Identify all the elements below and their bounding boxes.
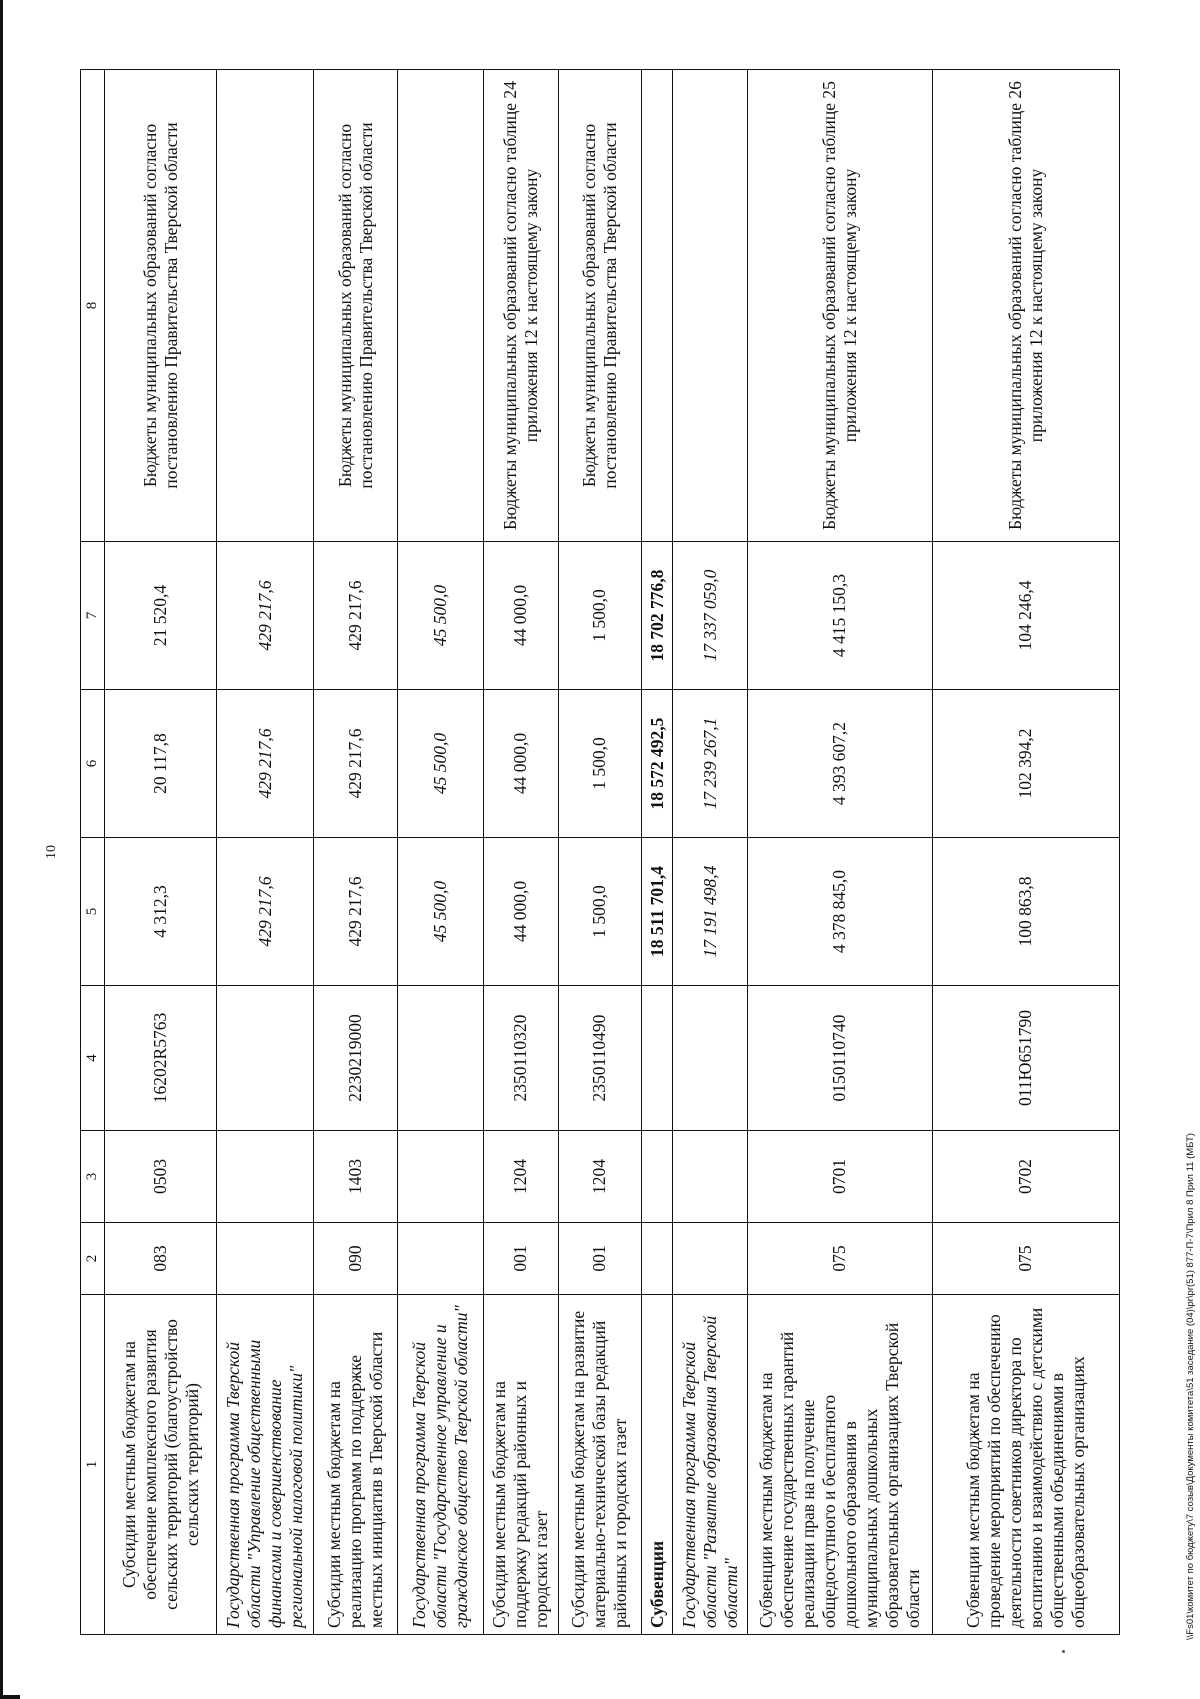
cell-ministry: 090 xyxy=(314,1223,398,1295)
scan-speck xyxy=(1062,1650,1065,1653)
cell-year3: 45 500,0 xyxy=(398,542,483,690)
table-row xyxy=(932,70,1119,1635)
cell-ministry xyxy=(642,1223,673,1295)
table-row xyxy=(673,70,748,1635)
header-cell: 8 xyxy=(81,70,105,542)
cell-ministry: 075 xyxy=(932,1223,1119,1295)
header-cell: 6 xyxy=(81,690,105,838)
table-row xyxy=(398,70,483,1635)
cell-year3: 4 415 150,3 xyxy=(748,542,932,690)
row-name: Субсидии местным бюджетам на развитие материально-технической базы редакций районных и городских газет xyxy=(558,1295,641,1635)
cell-recipient: Бюджеты муниципальных образований согласно таблице 26 приложения 12 к настоящему закону xyxy=(932,70,1119,542)
cell-target: 2230219000 xyxy=(314,986,398,1131)
table-row xyxy=(558,70,641,1635)
table-row xyxy=(483,70,558,1635)
cell-recipient: Бюджеты муниципальных образований согласно постановлению Правительства Тверской области xyxy=(558,70,641,542)
row-name: Субвенции местным бюджетам на обеспечение государственных гарантий реализации прав на получение общедоступного и бесплатного дошкольного образования в муниципальных дошкольных образовательных организациях Тверской области xyxy=(748,1295,932,1635)
cell-year2: 44 000,0 xyxy=(483,690,558,838)
cell-year2: 17 239 267,1 xyxy=(673,690,748,838)
cell-year2: 20 117,8 xyxy=(104,690,216,838)
row-name: Субвенции местным бюджетам на проведение мероприятий по обеспечению деятельности советников директора по воспитанию и взаимодействию с детскими общественными объединениями в общеобразовательных организациях xyxy=(932,1295,1119,1635)
table-row xyxy=(104,70,216,1635)
cell-year3: 44 000,0 xyxy=(483,542,558,690)
cell-section: 1403 xyxy=(314,1131,398,1223)
table-row-subvention-total xyxy=(642,70,673,1635)
scan-edge-line xyxy=(0,0,3,1699)
row-name: Государственная программа Тверской области "Развитие образования Тверской области" xyxy=(673,1295,748,1635)
cell-section: 0702 xyxy=(932,1131,1119,1223)
cell-section xyxy=(642,1131,673,1223)
cell-ministry xyxy=(673,1223,748,1295)
row-name: Государственная программа Тверской области "Управление общественными финансами и совершенствование региональной налоговой политики" xyxy=(217,1295,314,1635)
cell-year3: 429 217,6 xyxy=(314,542,398,690)
cell-year3: 17 337 059,0 xyxy=(673,542,748,690)
cell-recipient xyxy=(398,70,483,542)
cell-section xyxy=(217,1131,314,1223)
cell-year3: 1 500,0 xyxy=(558,542,641,690)
cell-target: 2350110320 xyxy=(483,986,558,1131)
scan-edge-mark xyxy=(0,1695,20,1699)
cell-recipient xyxy=(673,70,748,542)
cell-target: 2350110490 xyxy=(558,986,641,1131)
header-cell: 5 xyxy=(81,838,105,986)
cell-year1: 429 217,6 xyxy=(217,838,314,986)
cell-recipient: Бюджеты муниципальных образований согласно таблице 25 приложения 12 к настоящему закону xyxy=(748,70,932,542)
cell-year2: 429 217,6 xyxy=(217,690,314,838)
budget-table xyxy=(80,69,1120,1635)
table-row xyxy=(748,70,932,1635)
cell-year3: 104 246,4 xyxy=(932,542,1119,690)
row-name: Субсидии местным бюджетам на поддержку редакций районных и городских газет xyxy=(483,1295,558,1635)
cell-section xyxy=(673,1131,748,1223)
cell-target xyxy=(217,986,314,1131)
header-cell: 2 xyxy=(81,1223,105,1295)
rotated-page xyxy=(80,70,1120,1635)
cell-year3: 21 520,4 xyxy=(104,542,216,690)
cell-year1: 429 217,6 xyxy=(314,838,398,986)
row-name: Государственная программа Тверской области "Государственное управление и гражданское общество Тверской области" xyxy=(398,1295,483,1635)
header-cell: 4 xyxy=(81,986,105,1131)
cell-recipient: Бюджеты муниципальных образований согласно постановлению Правительства Тверской области xyxy=(314,70,398,542)
row-name: Субсидии местным бюджетам на обеспечение комплексного развития сельских территорий (благоустройство сельских территорий) xyxy=(104,1295,216,1635)
cell-ministry xyxy=(217,1223,314,1295)
cell-year2: 18 572 492,5 xyxy=(642,690,673,838)
cell-year2: 102 394,2 xyxy=(932,690,1119,838)
cell-target: 16202R5763 xyxy=(104,986,216,1131)
cell-ministry: 001 xyxy=(558,1223,641,1295)
footer-file-path: \\Fs01\комитет по бюджету\7 созыв\Документы комитета\51 заседание (04)\pr\pr(51) 877-П-7\Прил 8 Прил 11 (МБТ) xyxy=(1185,1133,1196,1640)
cell-year3: 429 217,6 xyxy=(217,542,314,690)
cell-year1: 17 191 498,4 xyxy=(673,838,748,986)
cell-target xyxy=(642,986,673,1131)
cell-ministry: 001 xyxy=(483,1223,558,1295)
cell-recipient: Бюджеты муниципальных образований согласно таблице 24 приложения 12 к настоящему закону xyxy=(483,70,558,542)
header-cell: 7 xyxy=(81,542,105,690)
cell-target: 0150110740 xyxy=(748,986,932,1131)
cell-section: 1204 xyxy=(483,1131,558,1223)
cell-recipient xyxy=(217,70,314,542)
header-row xyxy=(81,70,105,1635)
cell-ministry xyxy=(398,1223,483,1295)
cell-year2: 45 500,0 xyxy=(398,690,483,838)
cell-recipient xyxy=(642,70,673,542)
cell-target: 011Ю651790 xyxy=(932,986,1119,1131)
cell-year1: 4 312,3 xyxy=(104,838,216,986)
cell-year1: 18 511 701,4 xyxy=(642,838,673,986)
cell-year2: 1 500,0 xyxy=(558,690,641,838)
header-cell: 1 xyxy=(81,1295,105,1635)
cell-target xyxy=(398,986,483,1131)
cell-recipient: Бюджеты муниципальных образований согласно постановлению Правительства Тверской области xyxy=(104,70,216,542)
cell-ministry: 083 xyxy=(104,1223,216,1295)
cell-year2: 4 393 607,2 xyxy=(748,690,932,838)
cell-year1: 45 500,0 xyxy=(398,838,483,986)
cell-section: 1204 xyxy=(558,1131,641,1223)
page-number: 10 xyxy=(44,845,59,859)
cell-year1: 44 000,0 xyxy=(483,838,558,986)
table-row xyxy=(314,70,398,1635)
cell-section: 0503 xyxy=(104,1131,216,1223)
cell-section: 0701 xyxy=(748,1131,932,1223)
cell-year1: 4 378 845,0 xyxy=(748,838,932,986)
cell-year1: 100 863,8 xyxy=(932,838,1119,986)
cell-target xyxy=(673,986,748,1131)
cell-section xyxy=(398,1131,483,1223)
cell-year2: 429 217,6 xyxy=(314,690,398,838)
cell-ministry: 075 xyxy=(748,1223,932,1295)
header-cell: 3 xyxy=(81,1131,105,1223)
table-row xyxy=(217,70,314,1635)
row-name: Субвенции xyxy=(642,1295,673,1635)
cell-year1: 1 500,0 xyxy=(558,838,641,986)
cell-year3: 18 702 776,8 xyxy=(642,542,673,690)
row-name: Субсидии местным бюджетам на реализацию программ по поддержке местных инициатив в Тверской области xyxy=(314,1295,398,1635)
